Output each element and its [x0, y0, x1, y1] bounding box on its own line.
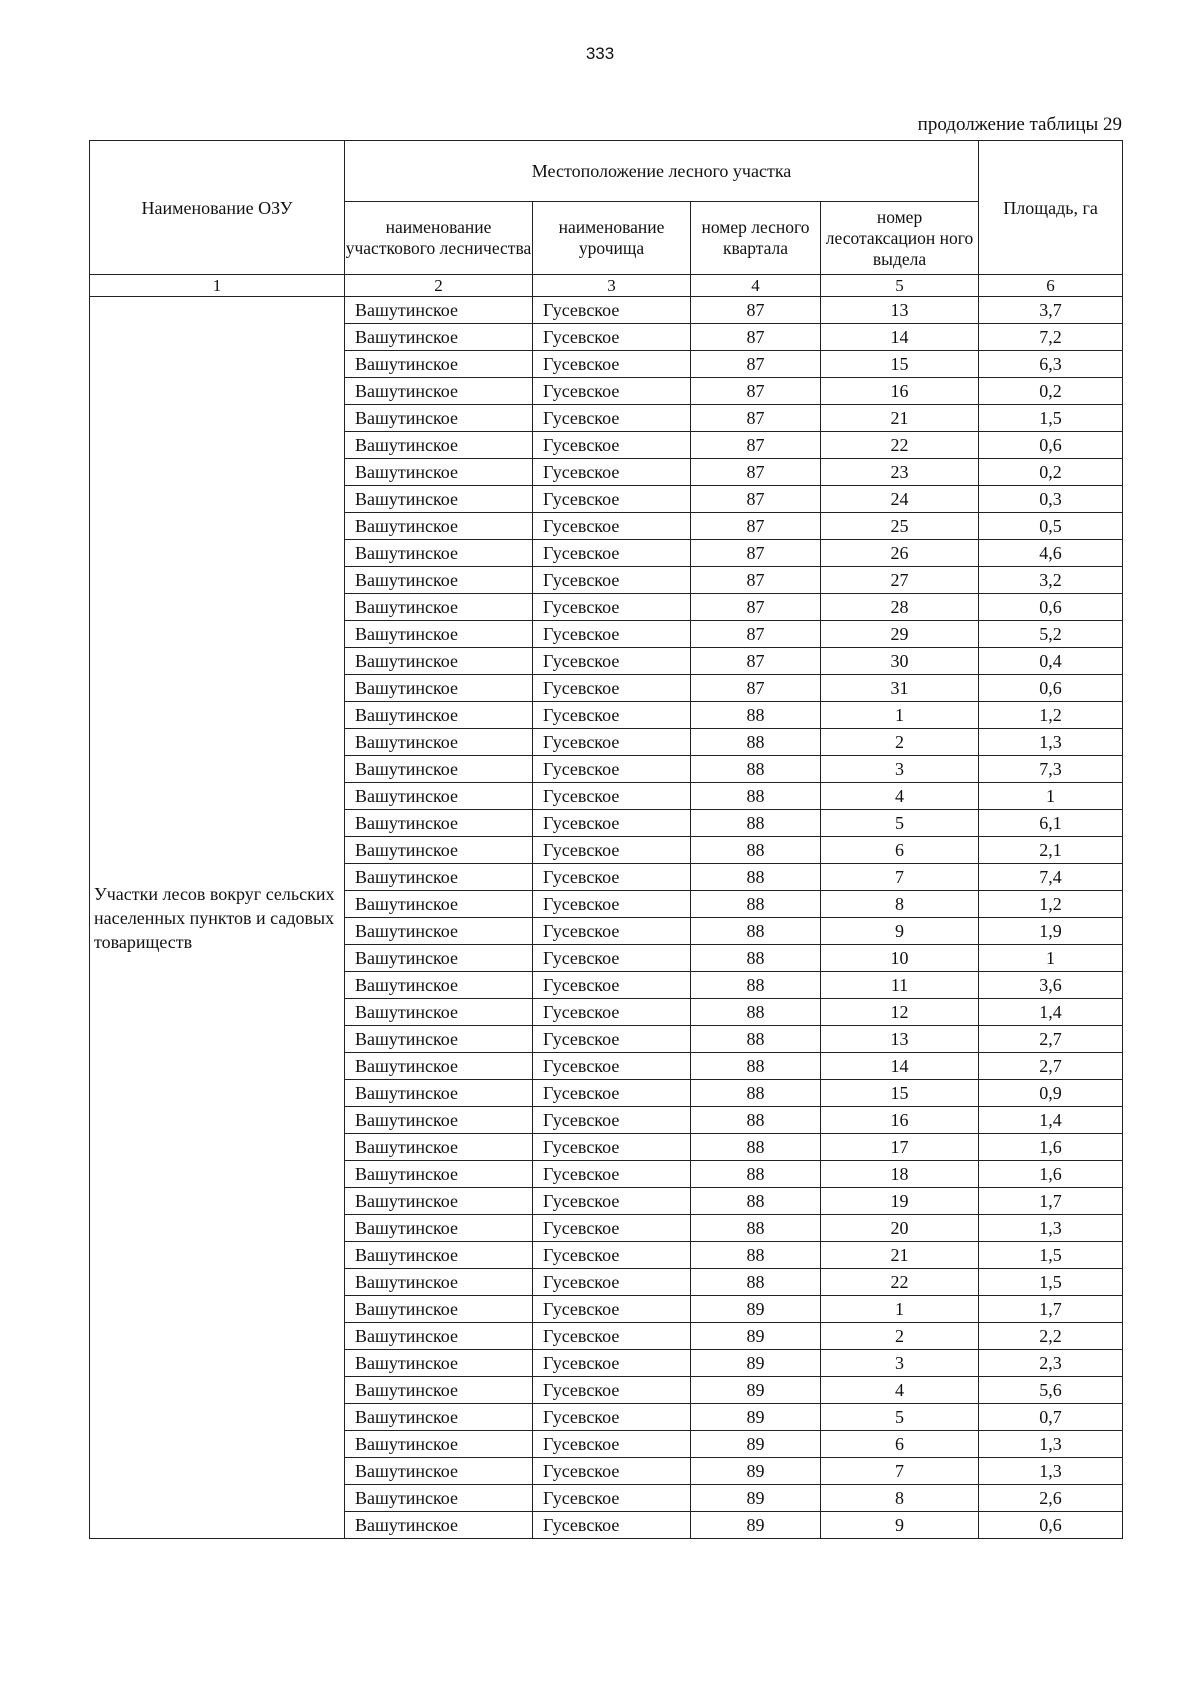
cell-forestry: Вашутинское [345, 810, 533, 837]
cell-allotment: 9 [821, 918, 979, 945]
cell-allotment: 13 [821, 297, 979, 324]
cell-area: 1,2 [979, 891, 1123, 918]
cell-forestry: Вашутинское [345, 837, 533, 864]
cell-forestry: Вашутинское [345, 405, 533, 432]
column-number-row [90, 275, 1123, 297]
cell-forestry: Вашутинское [345, 1485, 533, 1512]
cell-quarter: 88 [691, 1242, 821, 1269]
cell-forestry: Вашутинское [345, 621, 533, 648]
cell-forestry: Вашутинское [345, 891, 533, 918]
cell-allotment: 20 [821, 1215, 979, 1242]
header-ozu-name: Наименование ОЗУ [90, 141, 345, 275]
cell-quarter: 88 [691, 972, 821, 999]
cell-forestry: Вашутинское [345, 1107, 533, 1134]
cell-tract: Гусевское [533, 945, 691, 972]
forest-plots-table [89, 140, 1123, 1539]
cell-allotment: 6 [821, 837, 979, 864]
cell-quarter: 89 [691, 1350, 821, 1377]
cell-tract: Гусевское [533, 1296, 691, 1323]
cell-tract: Гусевское [533, 1053, 691, 1080]
cell-allotment: 9 [821, 1512, 979, 1539]
cell-tract: Гусевское [533, 1026, 691, 1053]
column-number: 5 [821, 275, 979, 297]
cell-allotment: 1 [821, 1296, 979, 1323]
cell-tract: Гусевское [533, 756, 691, 783]
cell-quarter: 87 [691, 297, 821, 324]
cell-quarter: 88 [691, 1215, 821, 1242]
cell-area: 0,6 [979, 1512, 1123, 1539]
cell-area: 1,5 [979, 405, 1123, 432]
cell-forestry: Вашутинское [345, 945, 533, 972]
header-forestry: наименование участкового лесничества [345, 202, 533, 275]
cell-allotment: 15 [821, 1080, 979, 1107]
cell-area: 0,2 [979, 459, 1123, 486]
cell-forestry: Вашутинское [345, 351, 533, 378]
cell-area: 1,2 [979, 702, 1123, 729]
cell-quarter: 89 [691, 1431, 821, 1458]
cell-area: 1,3 [979, 1458, 1123, 1485]
cell-area: 1,4 [979, 1107, 1123, 1134]
cell-area: 1,7 [979, 1188, 1123, 1215]
cell-allotment: 13 [821, 1026, 979, 1053]
cell-quarter: 88 [691, 999, 821, 1026]
column-number: 1 [90, 275, 345, 297]
table-continuation-label: продолжение таблицы 29 [917, 114, 1122, 135]
cell-forestry: Вашутинское [345, 1134, 533, 1161]
cell-forestry: Вашутинское [345, 1350, 533, 1377]
cell-area: 1,5 [979, 1269, 1123, 1296]
cell-forestry: Вашутинское [345, 1161, 533, 1188]
cell-forestry: Вашутинское [345, 972, 533, 999]
cell-tract: Гусевское [533, 1242, 691, 1269]
cell-area: 2,7 [979, 1053, 1123, 1080]
column-number: 4 [691, 275, 821, 297]
cell-allotment: 8 [821, 1485, 979, 1512]
cell-area: 2,3 [979, 1350, 1123, 1377]
cell-area: 1,3 [979, 1431, 1123, 1458]
cell-tract: Гусевское [533, 1188, 691, 1215]
cell-allotment: 14 [821, 324, 979, 351]
cell-tract: Гусевское [533, 621, 691, 648]
cell-forestry: Вашутинское [345, 918, 533, 945]
cell-area: 1,6 [979, 1134, 1123, 1161]
cell-allotment: 26 [821, 540, 979, 567]
cell-quarter: 88 [691, 1107, 821, 1134]
cell-area: 1,3 [979, 1215, 1123, 1242]
cell-forestry: Вашутинское [345, 1242, 533, 1269]
cell-quarter: 88 [691, 756, 821, 783]
cell-forestry: Вашутинское [345, 648, 533, 675]
cell-quarter: 88 [691, 1269, 821, 1296]
header-tract: наименование урочища [533, 202, 691, 275]
cell-allotment: 18 [821, 1161, 979, 1188]
cell-tract: Гусевское [533, 351, 691, 378]
cell-allotment: 30 [821, 648, 979, 675]
cell-forestry: Вашутинское [345, 486, 533, 513]
cell-forestry: Вашутинское [345, 378, 533, 405]
cell-forestry: Вашутинское [345, 702, 533, 729]
cell-tract: Гусевское [533, 1431, 691, 1458]
ozu-category-cell: Участки лесов вокруг сельских населенных пунктов и садовых товариществ [90, 297, 345, 1539]
cell-allotment: 11 [821, 972, 979, 999]
cell-forestry: Вашутинское [345, 756, 533, 783]
cell-quarter: 88 [691, 945, 821, 972]
cell-quarter: 88 [691, 918, 821, 945]
cell-allotment: 16 [821, 378, 979, 405]
cell-area: 2,1 [979, 837, 1123, 864]
cell-quarter: 87 [691, 621, 821, 648]
cell-allotment: 2 [821, 1323, 979, 1350]
cell-quarter: 89 [691, 1458, 821, 1485]
cell-area: 1,4 [979, 999, 1123, 1026]
header-location: Местоположение лесного участка [345, 141, 979, 202]
cell-quarter: 88 [691, 891, 821, 918]
cell-quarter: 88 [691, 810, 821, 837]
cell-allotment: 3 [821, 756, 979, 783]
cell-allotment: 28 [821, 594, 979, 621]
header-allotment: номер лесотаксацион ного выдела [821, 202, 979, 275]
cell-forestry: Вашутинское [345, 567, 533, 594]
cell-tract: Гусевское [533, 1161, 691, 1188]
column-number: 3 [533, 275, 691, 297]
cell-quarter: 87 [691, 567, 821, 594]
cell-allotment: 2 [821, 729, 979, 756]
cell-area: 0,7 [979, 1404, 1123, 1431]
cell-area: 6,1 [979, 810, 1123, 837]
cell-allotment: 12 [821, 999, 979, 1026]
cell-forestry: Вашутинское [345, 1431, 533, 1458]
cell-allotment: 23 [821, 459, 979, 486]
cell-allotment: 4 [821, 783, 979, 810]
cell-tract: Гусевское [533, 1485, 691, 1512]
cell-quarter: 87 [691, 324, 821, 351]
cell-tract: Гусевское [533, 378, 691, 405]
cell-tract: Гусевское [533, 999, 691, 1026]
cell-tract: Гусевское [533, 1377, 691, 1404]
cell-area: 0,5 [979, 513, 1123, 540]
cell-quarter: 87 [691, 513, 821, 540]
cell-forestry: Вашутинское [345, 1053, 533, 1080]
table-body [90, 297, 1123, 1539]
cell-allotment: 31 [821, 675, 979, 702]
cell-quarter: 87 [691, 378, 821, 405]
cell-allotment: 22 [821, 432, 979, 459]
cell-quarter: 88 [691, 1161, 821, 1188]
cell-allotment: 24 [821, 486, 979, 513]
cell-quarter: 88 [691, 1080, 821, 1107]
cell-quarter: 88 [691, 729, 821, 756]
cell-allotment: 17 [821, 1134, 979, 1161]
cell-area: 3,6 [979, 972, 1123, 999]
cell-quarter: 89 [691, 1377, 821, 1404]
cell-quarter: 88 [691, 783, 821, 810]
cell-area: 1 [979, 945, 1123, 972]
cell-tract: Гусевское [533, 648, 691, 675]
cell-tract: Гусевское [533, 1512, 691, 1539]
cell-tract: Гусевское [533, 459, 691, 486]
cell-tract: Гусевское [533, 702, 691, 729]
cell-tract: Гусевское [533, 864, 691, 891]
column-number: 6 [979, 275, 1123, 297]
cell-allotment: 25 [821, 513, 979, 540]
cell-area: 3,7 [979, 297, 1123, 324]
cell-tract: Гусевское [533, 837, 691, 864]
cell-allotment: 8 [821, 891, 979, 918]
cell-tract: Гусевское [533, 405, 691, 432]
cell-forestry: Вашутинское [345, 513, 533, 540]
cell-area: 2,7 [979, 1026, 1123, 1053]
cell-tract: Гусевское [533, 540, 691, 567]
cell-forestry: Вашутинское [345, 1026, 533, 1053]
cell-allotment: 22 [821, 1269, 979, 1296]
cell-forestry: Вашутинское [345, 1323, 533, 1350]
cell-forestry: Вашутинское [345, 1080, 533, 1107]
cell-area: 1,6 [979, 1161, 1123, 1188]
cell-tract: Гусевское [533, 594, 691, 621]
cell-quarter: 89 [691, 1485, 821, 1512]
cell-area: 7,2 [979, 324, 1123, 351]
page-number: 333 [585, 44, 615, 63]
cell-tract: Гусевское [533, 1134, 691, 1161]
cell-area: 3,2 [979, 567, 1123, 594]
cell-tract: Гусевское [533, 486, 691, 513]
cell-tract: Гусевское [533, 918, 691, 945]
cell-allotment: 16 [821, 1107, 979, 1134]
cell-area: 7,4 [979, 864, 1123, 891]
cell-tract: Гусевское [533, 513, 691, 540]
cell-quarter: 87 [691, 459, 821, 486]
cell-tract: Гусевское [533, 1404, 691, 1431]
cell-forestry: Вашутинское [345, 1512, 533, 1539]
cell-tract: Гусевское [533, 324, 691, 351]
cell-allotment: 7 [821, 864, 979, 891]
cell-tract: Гусевское [533, 1323, 691, 1350]
cell-forestry: Вашутинское [345, 324, 533, 351]
cell-tract: Гусевское [533, 297, 691, 324]
cell-forestry: Вашутинское [345, 1404, 533, 1431]
column-number: 2 [345, 275, 533, 297]
cell-quarter: 87 [691, 405, 821, 432]
cell-area: 1,9 [979, 918, 1123, 945]
cell-quarter: 88 [691, 702, 821, 729]
cell-tract: Гусевское [533, 1080, 691, 1107]
cell-tract: Гусевское [533, 1215, 691, 1242]
cell-area: 0,4 [979, 648, 1123, 675]
cell-quarter: 87 [691, 351, 821, 378]
cell-tract: Гусевское [533, 1350, 691, 1377]
cell-forestry: Вашутинское [345, 1296, 533, 1323]
cell-area: 1,3 [979, 729, 1123, 756]
cell-area: 2,2 [979, 1323, 1123, 1350]
cell-quarter: 89 [691, 1404, 821, 1431]
cell-allotment: 29 [821, 621, 979, 648]
cell-allotment: 27 [821, 567, 979, 594]
cell-tract: Гусевское [533, 972, 691, 999]
cell-forestry: Вашутинское [345, 432, 533, 459]
cell-quarter: 87 [691, 648, 821, 675]
cell-area: 4,6 [979, 540, 1123, 567]
cell-quarter: 87 [691, 540, 821, 567]
cell-quarter: 87 [691, 486, 821, 513]
cell-forestry: Вашутинское [345, 1188, 533, 1215]
cell-allotment: 5 [821, 1404, 979, 1431]
table-row [90, 297, 1123, 324]
cell-quarter: 88 [691, 1188, 821, 1215]
cell-forestry: Вашутинское [345, 864, 533, 891]
cell-area: 1,7 [979, 1296, 1123, 1323]
cell-allotment: 21 [821, 405, 979, 432]
cell-tract: Гусевское [533, 432, 691, 459]
cell-quarter: 88 [691, 1026, 821, 1053]
cell-forestry: Вашутинское [345, 783, 533, 810]
cell-quarter: 88 [691, 1134, 821, 1161]
cell-allotment: 7 [821, 1458, 979, 1485]
cell-quarter: 88 [691, 864, 821, 891]
cell-allotment: 19 [821, 1188, 979, 1215]
cell-quarter: 87 [691, 594, 821, 621]
cell-quarter: 89 [691, 1296, 821, 1323]
cell-quarter: 87 [691, 675, 821, 702]
header-quarter: номер лесного квартала [691, 202, 821, 275]
cell-quarter: 89 [691, 1512, 821, 1539]
cell-area: 0,2 [979, 378, 1123, 405]
cell-tract: Гусевское [533, 1269, 691, 1296]
cell-allotment: 21 [821, 1242, 979, 1269]
cell-forestry: Вашутинское [345, 459, 533, 486]
cell-area: 6,3 [979, 351, 1123, 378]
cell-quarter: 87 [691, 432, 821, 459]
cell-forestry: Вашутинское [345, 540, 533, 567]
header-area: Площадь, га [979, 141, 1123, 275]
cell-tract: Гусевское [533, 675, 691, 702]
cell-allotment: 5 [821, 810, 979, 837]
cell-tract: Гусевское [533, 810, 691, 837]
cell-area: 0,9 [979, 1080, 1123, 1107]
cell-tract: Гусевское [533, 1458, 691, 1485]
cell-tract: Гусевское [533, 567, 691, 594]
cell-quarter: 88 [691, 837, 821, 864]
cell-allotment: 4 [821, 1377, 979, 1404]
cell-tract: Гусевское [533, 729, 691, 756]
cell-area: 0,6 [979, 432, 1123, 459]
cell-area: 5,2 [979, 621, 1123, 648]
cell-forestry: Вашутинское [345, 1458, 533, 1485]
cell-forestry: Вашутинское [345, 729, 533, 756]
cell-allotment: 3 [821, 1350, 979, 1377]
cell-area: 1 [979, 783, 1123, 810]
cell-forestry: Вашутинское [345, 675, 533, 702]
cell-allotment: 15 [821, 351, 979, 378]
cell-tract: Гусевское [533, 783, 691, 810]
cell-allotment: 10 [821, 945, 979, 972]
cell-forestry: Вашутинское [345, 1377, 533, 1404]
cell-area: 5,6 [979, 1377, 1123, 1404]
cell-area: 0,6 [979, 675, 1123, 702]
cell-forestry: Вашутинское [345, 999, 533, 1026]
cell-allotment: 14 [821, 1053, 979, 1080]
cell-area: 0,6 [979, 594, 1123, 621]
cell-quarter: 89 [691, 1323, 821, 1350]
cell-forestry: Вашутинское [345, 297, 533, 324]
cell-allotment: 1 [821, 702, 979, 729]
cell-tract: Гусевское [533, 1107, 691, 1134]
cell-tract: Гусевское [533, 891, 691, 918]
cell-forestry: Вашутинское [345, 1269, 533, 1296]
cell-forestry: Вашутинское [345, 1215, 533, 1242]
cell-allotment: 6 [821, 1431, 979, 1458]
cell-area: 1,5 [979, 1242, 1123, 1269]
cell-quarter: 88 [691, 1053, 821, 1080]
cell-forestry: Вашутинское [345, 594, 533, 621]
cell-area: 7,3 [979, 756, 1123, 783]
cell-area: 2,6 [979, 1485, 1123, 1512]
cell-area: 0,3 [979, 486, 1123, 513]
